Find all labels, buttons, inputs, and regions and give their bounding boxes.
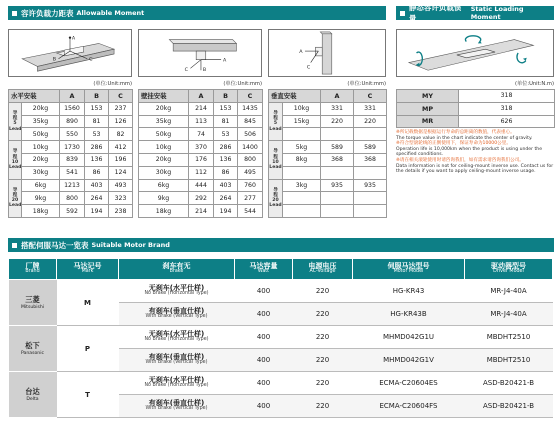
table-cell <box>283 128 321 141</box>
brand-en: Mitsubishi <box>20 305 45 310</box>
mark-cell: T <box>57 372 119 418</box>
table-cell: 1730 <box>60 141 85 154</box>
table-cell: 136 <box>85 153 109 166</box>
col-header-brand: 厂牌 Brand <box>9 259 57 280</box>
lead-label-line: 20 <box>11 198 19 204</box>
table-cell: 10kg <box>22 141 60 154</box>
brake-cell <box>119 303 235 326</box>
lead-label-line: 导 <box>12 187 18 193</box>
driver-model-cell: MR-J4-40A <box>465 303 553 326</box>
table-header: C <box>109 90 133 103</box>
table-cell <box>283 205 321 218</box>
table-cell: 506 <box>238 128 263 141</box>
table-cell: 10kg <box>139 141 189 154</box>
motor-model-cell: ECMA-C20604ES <box>353 372 465 395</box>
table-cell: 30kg <box>22 166 60 179</box>
brake-en: No Brake (Horizontal Type) <box>144 291 209 296</box>
moment-value: 318 <box>459 90 555 103</box>
lead-label-line: Lead <box>269 203 282 209</box>
table-row <box>9 153 133 166</box>
table-row <box>139 205 263 218</box>
brake-zh: 无刹车(水平仕样) <box>148 284 205 292</box>
table-cell: 495 <box>238 166 263 179</box>
table-cell: 331 <box>321 102 354 115</box>
driver-model-cell: MR-J4-40A <box>465 280 553 303</box>
table-row <box>9 179 133 192</box>
table-cell: 15kg <box>283 115 321 128</box>
vertical-mount-table <box>268 89 387 218</box>
table-cell: 74 <box>189 128 214 141</box>
diagram-label-a: A <box>71 36 76 42</box>
table-cell: 18kg <box>22 205 60 218</box>
table-cell: 544 <box>238 205 263 218</box>
lead-label-line: 5 <box>13 121 17 127</box>
table-cell <box>283 192 321 205</box>
table-cell: 194 <box>214 205 238 218</box>
moment-value: 318 <box>459 102 555 115</box>
voltage-cell: 220 <box>293 395 353 418</box>
table-cell: 50kg <box>22 128 60 141</box>
motor-row <box>9 280 553 303</box>
lead-label-line: Lead <box>9 126 22 132</box>
table-cell: 403 <box>214 179 238 192</box>
table-cell: 5kg <box>283 141 321 154</box>
voltage-cell: 220 <box>293 280 353 303</box>
lead-label <box>269 141 283 179</box>
table-row <box>139 179 263 192</box>
table-header-row <box>139 90 263 103</box>
table-cell: 277 <box>238 192 263 205</box>
table-cell: 196 <box>109 153 133 166</box>
col-header-voltage: 电源电压 AC-Voltage <box>293 259 353 280</box>
table-header: A <box>189 90 214 103</box>
table-cell: 323 <box>109 192 133 205</box>
table-cell: 20kg <box>139 153 189 166</box>
brake-zh: 有刹车(垂直仕样) <box>148 353 205 361</box>
table-cell: 890 <box>60 115 85 128</box>
diagram-label-b: B <box>202 68 207 74</box>
table-cell: 1213 <box>60 179 85 192</box>
table-cell: 153 <box>85 102 109 115</box>
table-header: B <box>214 90 238 103</box>
diagram-label-c: C <box>306 65 311 71</box>
col-header-motor-model: 伺服马达型号 Motor Model <box>353 259 465 280</box>
unit-label: (单位:Unit:mm) <box>93 81 132 87</box>
motor-model-cell: HG-KR43 <box>353 280 465 303</box>
col-header-driver-model: 驱动器型号 Driver Model <box>465 259 553 280</box>
table-row <box>139 166 263 179</box>
table-cell: 10kg <box>283 102 321 115</box>
table-header-row <box>9 90 133 103</box>
static-moment-diagram <box>396 29 554 77</box>
static-moment-header <box>396 3 554 23</box>
table-cell: 589 <box>321 141 354 154</box>
unit-label: (单位:Unit:mm) <box>347 81 386 87</box>
brake-zh: 无刹车(水平仕样) <box>148 376 205 384</box>
driver-model-cell: ASD-B20421-B <box>465 372 553 395</box>
table-cell: 800 <box>238 153 263 166</box>
table-cell: 214 <box>189 102 214 115</box>
section-title-en: Static Loading Moment <box>470 5 524 21</box>
motor-row <box>9 372 553 395</box>
table-row <box>9 128 133 141</box>
table-row <box>139 141 263 154</box>
table-cell <box>354 166 387 179</box>
table-header: C <box>354 90 387 103</box>
table-cell <box>321 192 354 205</box>
table-row <box>269 128 387 141</box>
table-cell: 1435 <box>238 102 263 115</box>
lead-label-line: 程 <box>12 116 18 122</box>
table-cell: 81 <box>85 115 109 128</box>
table-cell: 444 <box>189 179 214 192</box>
table-cell: 194 <box>85 205 109 218</box>
brake-en: No Brake (Horizontal Type) <box>144 337 209 342</box>
table-header: A <box>60 90 85 103</box>
moment-label: MR <box>397 115 459 128</box>
lead-label-line: 20 <box>272 198 279 204</box>
watt-cell: 400 <box>235 303 293 326</box>
diagram-label-a: A <box>223 58 227 64</box>
table-row <box>269 141 387 154</box>
table-cell <box>321 166 354 179</box>
table-cell: 86 <box>85 166 109 179</box>
table-cell: 81 <box>214 115 238 128</box>
brake-en: No Brake (Horizontal Type) <box>144 383 209 388</box>
table-cell: 493 <box>109 179 133 192</box>
mark-cell: P <box>57 326 119 372</box>
lead-label <box>269 179 283 217</box>
lead-label-line: 程 <box>12 193 18 199</box>
table-cell: 845 <box>238 115 263 128</box>
table-cell: 82 <box>109 128 133 141</box>
lead-label <box>9 141 22 179</box>
lead-label-line: 程 <box>12 154 18 160</box>
motor-model-cell: MHMD042G1V <box>353 349 465 372</box>
brake-cell <box>119 280 235 303</box>
table-cell: 935 <box>354 179 387 192</box>
table-cell: 153 <box>214 102 238 115</box>
table-cell: 214 <box>189 205 214 218</box>
table-row <box>9 166 133 179</box>
table-cell: 403 <box>85 179 109 192</box>
static-moment-notes <box>396 130 556 175</box>
brand-zh: 松下 <box>25 341 40 350</box>
brand-cell <box>9 280 57 326</box>
table-cell: 1560 <box>60 102 85 115</box>
table-cell: 53 <box>214 128 238 141</box>
table-cell: 286 <box>214 141 238 154</box>
section-title-en: Suitable Motor Brand <box>91 241 170 249</box>
motor-row <box>9 326 553 349</box>
table-row <box>9 141 133 154</box>
table-header: B <box>85 90 109 103</box>
brake-cell <box>119 349 235 372</box>
driver-model-cell: MBDHT2510 <box>465 349 553 372</box>
table-cell: 113 <box>189 115 214 128</box>
table-cell <box>321 128 354 141</box>
brake-en: With Brake (Vertical Type) <box>145 406 208 411</box>
table-cell: 50kg <box>139 128 189 141</box>
table-row <box>139 102 263 115</box>
wall-mount-diagram <box>138 29 262 77</box>
brake-en: With Brake (Vertical Type) <box>145 360 208 365</box>
watt-cell: 400 <box>235 372 293 395</box>
horizontal-mount-diagram <box>8 29 132 77</box>
diagram-label-a: A <box>299 50 303 55</box>
driver-model-cell: ASD-B20421-B <box>465 395 553 418</box>
table-row <box>269 153 387 166</box>
table-cell: 368 <box>354 153 387 166</box>
table-cell: 331 <box>354 102 387 115</box>
table-cell: 370 <box>189 141 214 154</box>
unit-label: (单位:Unit:mm) <box>223 81 262 87</box>
moment-value: 626 <box>459 115 555 128</box>
section-title-zh: 容许负载力距表 <box>21 8 74 18</box>
motor-model-cell: HG-KR43B <box>353 303 465 326</box>
table-row <box>397 90 555 103</box>
table-row <box>269 115 387 128</box>
table-cell: 9kg <box>22 192 60 205</box>
lead-label-line: Lead <box>9 203 22 209</box>
watt-cell: 400 <box>235 326 293 349</box>
table-cell: 286 <box>85 141 109 154</box>
brand-cell <box>9 372 57 418</box>
table-cell: 35kg <box>139 115 189 128</box>
table-cell: 541 <box>60 166 85 179</box>
table-cell: 20kg <box>22 102 60 115</box>
table-cell: 592 <box>60 205 85 218</box>
note-line: The torque value in the chart indicate the center of gravity. <box>396 135 533 141</box>
section-title-zh: 搭配伺服马达一览表 <box>21 240 89 250</box>
lead-label-line: Lead <box>9 165 22 171</box>
table-cell: 264 <box>85 192 109 205</box>
table-cell <box>283 166 321 179</box>
table-row <box>269 179 387 192</box>
brand-zh: 三菱 <box>25 295 40 304</box>
table-cell: 800 <box>60 192 85 205</box>
lead-label-line: 10 <box>272 159 279 165</box>
watt-cell: 400 <box>235 395 293 418</box>
table-row <box>139 115 263 128</box>
diagram-label-c: C <box>184 68 189 74</box>
brake-zh: 无刹车(水平仕样) <box>148 330 205 338</box>
col-header-watt: 马达容量 Watt <box>235 259 293 280</box>
table-cell: 760 <box>238 179 263 192</box>
table-cell: 412 <box>109 141 133 154</box>
watt-cell: 400 <box>235 280 293 303</box>
table-cell: 136 <box>214 153 238 166</box>
lead-label-line: 程 <box>273 154 278 160</box>
lead-label-line: 程 <box>273 193 278 199</box>
voltage-cell: 220 <box>293 372 353 395</box>
table-cell: 237 <box>109 102 133 115</box>
lead-label-line: Lead <box>269 165 282 171</box>
table-cell: 176 <box>189 153 214 166</box>
table-header: A <box>321 90 354 103</box>
diagram-label-b: B <box>52 57 57 63</box>
table-cell: 6kg <box>139 179 189 192</box>
table-row <box>269 102 387 115</box>
voltage-cell: 220 <box>293 326 353 349</box>
table-cell: 220 <box>321 115 354 128</box>
table-row <box>9 205 133 218</box>
note-line: ※请在相关滚轮使用时请咨询我们，如有需求请咨询我们公司。 <box>396 157 524 163</box>
table-row <box>269 166 387 179</box>
lead-label <box>9 179 22 217</box>
lead-label <box>9 102 22 140</box>
table-cell: 20kg <box>22 153 60 166</box>
col-header-brake: 刹车有无 Brake <box>119 259 235 280</box>
table-cell <box>354 205 387 218</box>
table-cell: 238 <box>109 205 133 218</box>
motor-table-header-row <box>9 259 553 280</box>
mark-cell: M <box>57 280 119 326</box>
brand-en: Panasonic <box>20 351 45 356</box>
suitable-motor-header <box>8 238 554 252</box>
table-row <box>139 153 263 166</box>
motor-model-cell: MHMD042G1U <box>353 326 465 349</box>
brand-cell <box>9 326 57 372</box>
brand-zh: 台达 <box>25 387 40 396</box>
table-header: 垂直安装 <box>269 90 321 103</box>
section-title-zh: 静态容许负载惯量 <box>408 3 462 23</box>
lead-label <box>269 102 283 140</box>
horizontal-mount-table <box>8 89 133 218</box>
table-cell: 550 <box>60 128 85 141</box>
table-cell: 3kg <box>283 179 321 192</box>
table-row <box>139 128 263 141</box>
table-row <box>269 192 387 205</box>
table-row <box>139 192 263 205</box>
brake-cell <box>119 395 235 418</box>
brake-en: With Brake (Vertical Type) <box>145 314 208 319</box>
lead-label-line: 程 <box>273 116 278 122</box>
lead-label-line: 5 <box>273 121 278 127</box>
motor-model-cell: ECMA-C20604FS <box>353 395 465 418</box>
square-icon <box>400 11 405 16</box>
table-cell <box>354 128 387 141</box>
table-cell: 18kg <box>139 205 189 218</box>
table-cell: 35kg <box>22 115 60 128</box>
table-cell: 1400 <box>238 141 263 154</box>
motor-table <box>8 258 553 418</box>
table-cell: 30kg <box>139 166 189 179</box>
brake-zh: 有刹车(垂直仕样) <box>148 307 205 315</box>
table-cell: 8kg <box>283 153 321 166</box>
table-row <box>269 205 387 218</box>
square-icon <box>12 243 17 248</box>
lead-label-line: 导 <box>12 111 18 117</box>
table-row <box>9 192 133 205</box>
table-header-row <box>269 90 387 103</box>
driver-model-cell: MBDHT2510 <box>465 326 553 349</box>
lead-label-line: 导 <box>273 111 278 117</box>
col-header-mark: 马达记号 Mark <box>57 259 119 280</box>
note-line: ※所记载数据是根据运行寿命的总距离的数值，代表重心。 <box>396 130 515 135</box>
table-header: 水平安装 <box>9 90 60 103</box>
table-header: 壁挂安装 <box>139 90 189 103</box>
table-cell: 264 <box>214 192 238 205</box>
vertical-mount-diagram <box>268 29 386 77</box>
moment-label: MP <box>397 102 459 115</box>
table-cell: 368 <box>321 153 354 166</box>
static-moment-table <box>396 89 555 128</box>
wall-mount-table <box>138 89 263 218</box>
moment-label: MY <box>397 90 459 103</box>
table-row <box>397 115 555 128</box>
lead-label-line: 导 <box>12 149 18 155</box>
table-cell: 220 <box>354 115 387 128</box>
table-cell: 292 <box>189 192 214 205</box>
brake-cell <box>119 326 235 349</box>
table-header: C <box>238 90 263 103</box>
lead-label-line: 10 <box>11 159 19 165</box>
note-line: Data information is not for ceiling-mount inverse use. Contact us for the details if you want to apply ceiling-mount inverse usage. <box>396 163 554 175</box>
brand-en: Delta <box>26 397 39 402</box>
voltage-cell: 220 <box>293 349 353 372</box>
table-cell <box>321 205 354 218</box>
table-cell: 6kg <box>22 179 60 192</box>
table-cell: 53 <box>85 128 109 141</box>
table-row <box>9 115 133 128</box>
unit-label: (单位:Unit:N.m) <box>514 81 554 87</box>
table-cell <box>354 192 387 205</box>
square-icon <box>12 11 17 16</box>
note-line: Operation life is 10,000km when the product is using under the specified conditions. <box>396 146 543 158</box>
table-cell: 86 <box>214 166 238 179</box>
table-cell: 935 <box>321 179 354 192</box>
diagram-label-c: C <box>89 57 93 63</box>
voltage-cell: 220 <box>293 303 353 326</box>
table-cell: 589 <box>354 141 387 154</box>
table-cell: 124 <box>109 166 133 179</box>
table-cell: 9kg <box>139 192 189 205</box>
table-row <box>9 102 133 115</box>
lead-label-line: 导 <box>273 187 278 193</box>
note-line: ※符合型滚轮线的正倒使用下，保证寿命为10000公里。 <box>396 141 511 147</box>
allowable-moment-header <box>8 6 386 20</box>
table-cell: 112 <box>189 166 214 179</box>
lead-label-line: Lead <box>269 126 282 132</box>
lead-label-line: 导 <box>273 149 278 155</box>
brake-cell <box>119 372 235 395</box>
brake-zh: 有刹车(垂直仕样) <box>148 399 205 407</box>
table-cell: 126 <box>109 115 133 128</box>
section-title-en: Allowable Moment <box>76 9 145 17</box>
watt-cell: 400 <box>235 349 293 372</box>
table-row <box>397 102 555 115</box>
table-cell: 20kg <box>139 102 189 115</box>
table-cell: 839 <box>60 153 85 166</box>
